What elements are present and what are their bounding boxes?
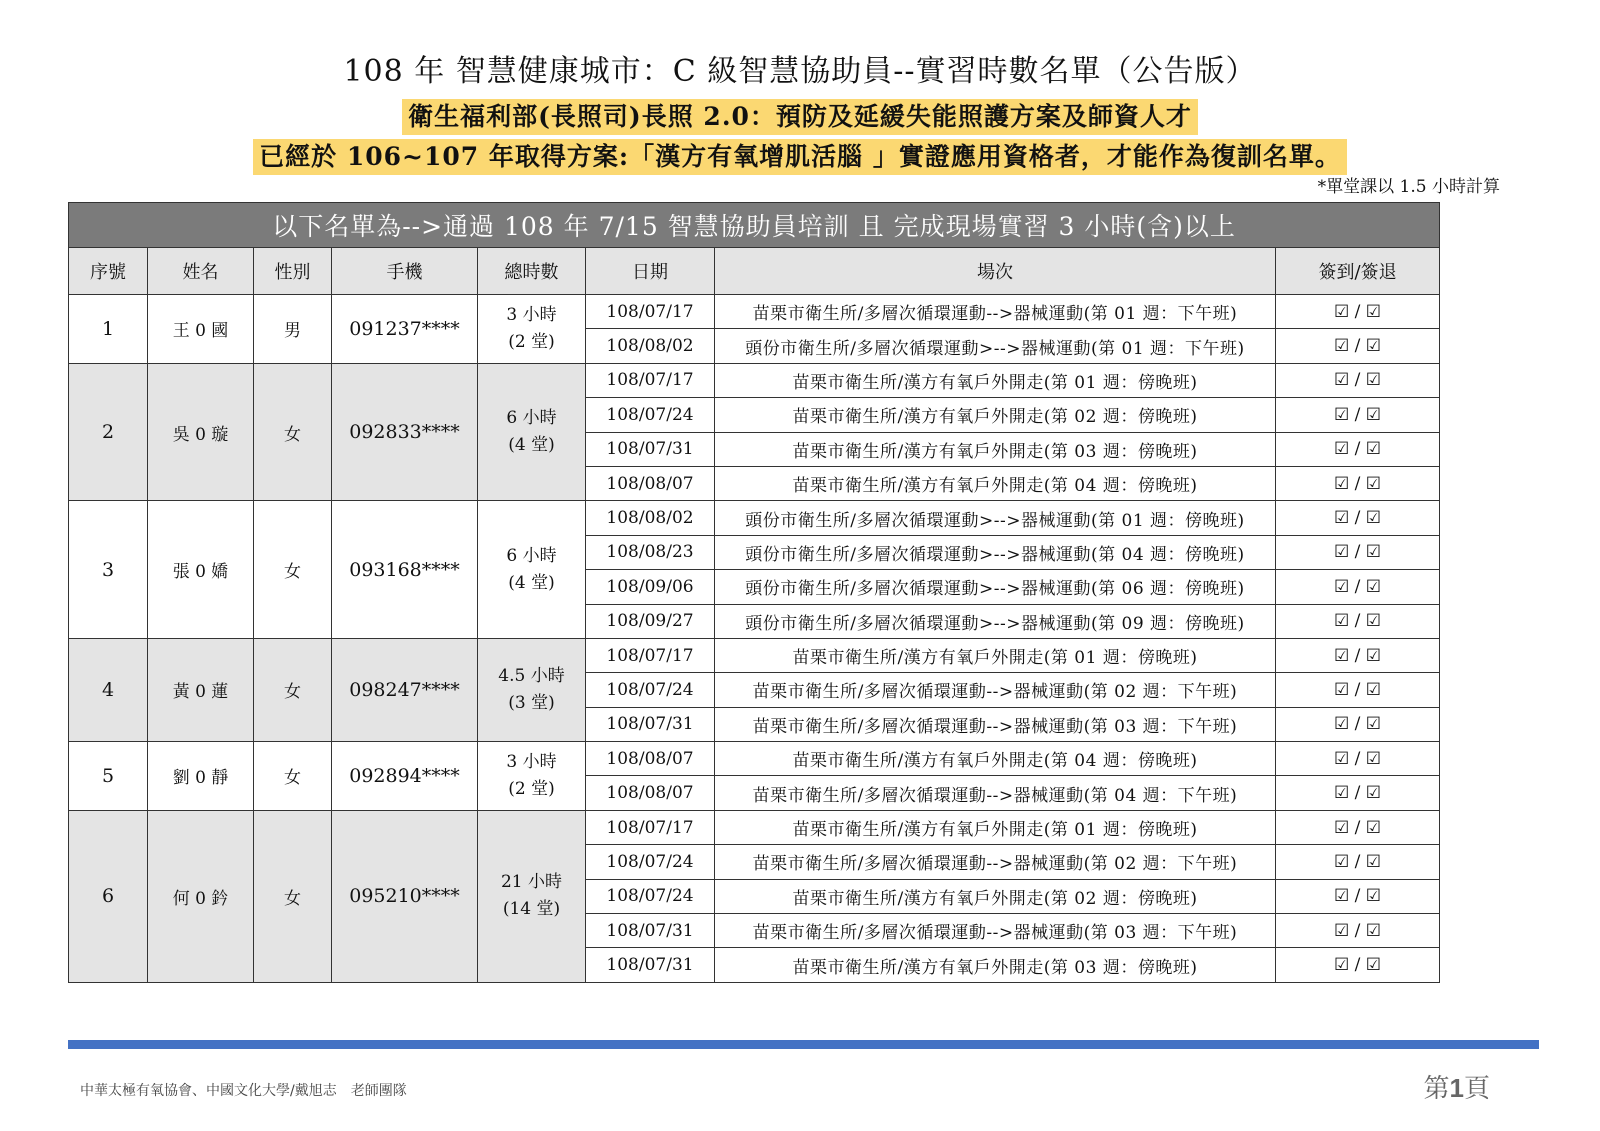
table-row (69, 810, 1440, 844)
date-cell: 108/07/31 (586, 707, 715, 741)
venue-cell: 頭份市衛生所/多層次循環運動>-->器械運動(第 04 週：傍晚班) (715, 535, 1276, 569)
footer-divider-bar (68, 1040, 1539, 1049)
serial-cell: 1 (69, 295, 148, 364)
highlight-line-1: 衛生福利部(長照司)長照 2.0：預防及延緩失能照護方案及師資人才 (402, 99, 1198, 135)
phone-cell: 095210**** (332, 810, 478, 982)
venue-cell: 苗栗市衛生所/多層次循環運動-->器械運動(第 03 週：下午班) (715, 707, 1276, 741)
page-number (1424, 1068, 1491, 1105)
date-cell: 108/07/24 (586, 673, 715, 707)
date-cell: 108/07/17 (586, 810, 715, 844)
date-cell: 108/08/02 (586, 329, 715, 363)
sign-checkbox-cell: ☑ / ☑ (1276, 466, 1440, 500)
venue-cell: 苗栗市衛生所/多層次循環運動-->器械運動(第 04 週：下午班) (715, 776, 1276, 810)
name-cell: 王 0 國 (148, 295, 254, 364)
date-cell: 108/07/17 (586, 295, 715, 329)
table-body (69, 295, 1440, 983)
sign-checkbox-cell: ☑ / ☑ (1276, 742, 1440, 776)
hours-value: 21 小時 (500, 872, 563, 893)
sign-checkbox-cell: ☑ / ☑ (1276, 879, 1440, 913)
page-number-value: 1 (1449, 1073, 1464, 1103)
sessions-value: (14 堂) (502, 899, 561, 920)
hours-cell (478, 501, 586, 639)
sign-checkbox-cell: ☑ / ☑ (1276, 570, 1440, 604)
sign-checkbox-cell: ☑ / ☑ (1276, 707, 1440, 741)
header-total-hours: 總時數 (478, 248, 586, 295)
sign-checkbox-cell: ☑ / ☑ (1276, 948, 1440, 982)
sign-checkbox-cell: ☑ / ☑ (1276, 398, 1440, 432)
sign-checkbox-cell: ☑ / ☑ (1276, 810, 1440, 844)
name-cell: 何 0 鈐 (148, 810, 254, 982)
sign-checkbox-cell: ☑ / ☑ (1276, 535, 1440, 569)
date-cell: 108/07/24 (586, 845, 715, 879)
serial-cell: 5 (69, 742, 148, 811)
venue-cell: 苗栗市衛生所/漢方有氧戶外開走(第 04 週：傍晚班) (715, 466, 1276, 500)
phone-cell: 093168**** (332, 501, 478, 639)
venue-cell: 苗栗市衛生所/漢方有氧戶外開走(第 04 週：傍晚班) (715, 742, 1276, 776)
venue-cell: 苗栗市衛生所/多層次循環運動-->器械運動(第 03 週：下午班) (715, 914, 1276, 948)
highlight-line-2: 已經於 106~107 年取得方案:「漢方有氧增肌活腦 」實證應用資格者，才能作為復訓名單。 (253, 139, 1347, 175)
venue-cell: 苗栗市衛生所/多層次循環運動-->器械運動(第 01 週：下午班) (715, 295, 1276, 329)
date-cell: 108/08/07 (586, 776, 715, 810)
date-cell: 108/08/02 (586, 501, 715, 535)
venue-cell: 苗栗市衛生所/漢方有氧戶外開走(第 02 週：傍晚班) (715, 398, 1276, 432)
page-prefix: 第 (1423, 1074, 1450, 1104)
venue-cell: 頭份市衛生所/多層次循環運動>-->器械運動(第 06 週：傍晚班) (715, 570, 1276, 604)
table-row (69, 501, 1440, 535)
header-venue: 場次 (715, 248, 1276, 295)
venue-cell: 苗栗市衛生所/漢方有氧戶外開走(第 01 週：傍晚班) (715, 363, 1276, 397)
serial-cell: 6 (69, 810, 148, 982)
table-row (69, 295, 1440, 329)
serial-cell: 3 (69, 501, 148, 639)
header-gender: 性別 (254, 248, 332, 295)
hours-value: 4.5 小時 (498, 665, 565, 686)
date-cell: 108/07/24 (586, 398, 715, 432)
header-sign-in-out: 簽到/簽退 (1276, 248, 1440, 295)
highlight-line-1-wrapper (0, 99, 1600, 135)
internship-hours-table (68, 202, 1440, 983)
venue-cell: 苗栗市衛生所/多層次循環運動-->器械運動(第 02 週：下午班) (715, 673, 1276, 707)
name-cell: 吳 0 璇 (148, 363, 254, 501)
hours-cell (478, 742, 586, 811)
header-serial: 序號 (69, 248, 148, 295)
hours-cell (478, 810, 586, 982)
venue-cell: 苗栗市衛生所/漢方有氧戶外開走(第 02 週：傍晚班) (715, 879, 1276, 913)
date-cell: 108/07/31 (586, 914, 715, 948)
venue-cell: 頭份市衛生所/多層次循環運動>-->器械運動(第 01 週：傍晚班) (715, 501, 1276, 535)
sign-checkbox-cell: ☑ / ☑ (1276, 845, 1440, 879)
header-phone: 手機 (332, 248, 478, 295)
venue-cell: 苗栗市衛生所/多層次循環運動-->器械運動(第 02 週：下午班) (715, 845, 1276, 879)
sign-checkbox-cell: ☑ / ☑ (1276, 363, 1440, 397)
name-cell: 張 0 嬌 (148, 501, 254, 639)
gender-cell: 男 (254, 295, 332, 364)
venue-cell: 苗栗市衛生所/漢方有氧戶外開走(第 01 週：傍晚班) (715, 810, 1276, 844)
table-banner: 以下名單為-->通過 108 年 7/15 智慧協助員培訓 且 完成現場實習 3 小時(含)以上 (69, 203, 1440, 248)
sessions-value: (4 堂) (508, 435, 555, 456)
serial-cell: 2 (69, 363, 148, 501)
hours-value: 3 小時 (506, 751, 557, 772)
phone-cell: 091237**** (332, 295, 478, 364)
date-cell: 108/08/23 (586, 535, 715, 569)
sessions-value: (3 堂) (508, 692, 555, 713)
date-cell: 108/07/17 (586, 638, 715, 672)
table-row (69, 363, 1440, 397)
sign-checkbox-cell: ☑ / ☑ (1276, 673, 1440, 707)
page-title: 108 年 智慧健康城市：C 級智慧協助員--實習時數名單（公告版） (343, 54, 1257, 89)
header-name: 姓名 (148, 248, 254, 295)
gender-cell: 女 (254, 638, 332, 741)
sign-checkbox-cell: ☑ / ☑ (1276, 604, 1440, 638)
sign-checkbox-cell: ☑ / ☑ (1276, 432, 1440, 466)
gender-cell: 女 (254, 363, 332, 501)
sign-checkbox-cell: ☑ / ☑ (1276, 329, 1440, 363)
date-cell: 108/07/17 (586, 363, 715, 397)
date-cell: 108/08/07 (586, 466, 715, 500)
sign-checkbox-cell: ☑ / ☑ (1276, 776, 1440, 810)
sign-checkbox-cell: ☑ / ☑ (1276, 638, 1440, 672)
date-cell: 108/09/06 (586, 570, 715, 604)
table-row (69, 638, 1440, 672)
page-suffix: 頁 (1463, 1074, 1490, 1104)
table-row (69, 742, 1440, 776)
hours-value: 3 小時 (506, 304, 557, 325)
phone-cell: 092833**** (332, 363, 478, 501)
venue-cell: 苗栗市衛生所/漢方有氧戶外開走(第 03 週：傍晚班) (715, 948, 1276, 982)
sign-checkbox-cell: ☑ / ☑ (1276, 295, 1440, 329)
header-date: 日期 (586, 248, 715, 295)
phone-cell: 092894**** (332, 742, 478, 811)
date-cell: 108/07/31 (586, 948, 715, 982)
date-cell: 108/07/31 (586, 432, 715, 466)
name-cell: 劉 0 靜 (148, 742, 254, 811)
table-banner-row (69, 203, 1440, 248)
table-header-row (69, 248, 1440, 295)
serial-cell: 4 (69, 638, 148, 741)
highlight-line-2-wrapper (0, 139, 1600, 175)
hours-value: 6 小時 (506, 545, 557, 566)
venue-cell: 苗栗市衛生所/漢方有氧戶外開走(第 01 週：傍晚班) (715, 638, 1276, 672)
session-hours-note: *單堂課以 1.5 小時計算 (1317, 177, 1500, 197)
hours-value: 6 小時 (506, 408, 557, 429)
date-cell: 108/07/24 (586, 879, 715, 913)
phone-cell: 098247**** (332, 638, 478, 741)
gender-cell: 女 (254, 501, 332, 639)
sessions-value: (2 堂) (508, 778, 555, 799)
name-cell: 黃 0 蓮 (148, 638, 254, 741)
sessions-value: (2 堂) (508, 331, 555, 352)
venue-cell: 苗栗市衛生所/漢方有氧戶外開走(第 03 週：傍晚班) (715, 432, 1276, 466)
date-cell: 108/09/27 (586, 604, 715, 638)
date-cell: 108/08/07 (586, 742, 715, 776)
footer-credit: 中華太極有氧協會、中國文化大學/戴旭志 老師團隊 (80, 1083, 407, 1099)
gender-cell: 女 (254, 742, 332, 811)
hours-cell (478, 638, 586, 741)
venue-cell: 頭份市衛生所/多層次循環運動>-->器械運動(第 09 週：傍晚班) (715, 604, 1276, 638)
hours-cell (478, 295, 586, 364)
venue-cell: 頭份市衛生所/多層次循環運動>-->器械運動(第 01 週：下午班) (715, 329, 1276, 363)
hours-cell (478, 363, 586, 501)
sign-checkbox-cell: ☑ / ☑ (1276, 914, 1440, 948)
gender-cell: 女 (254, 810, 332, 982)
sign-checkbox-cell: ☑ / ☑ (1276, 501, 1440, 535)
sessions-value: (4 堂) (508, 572, 555, 593)
